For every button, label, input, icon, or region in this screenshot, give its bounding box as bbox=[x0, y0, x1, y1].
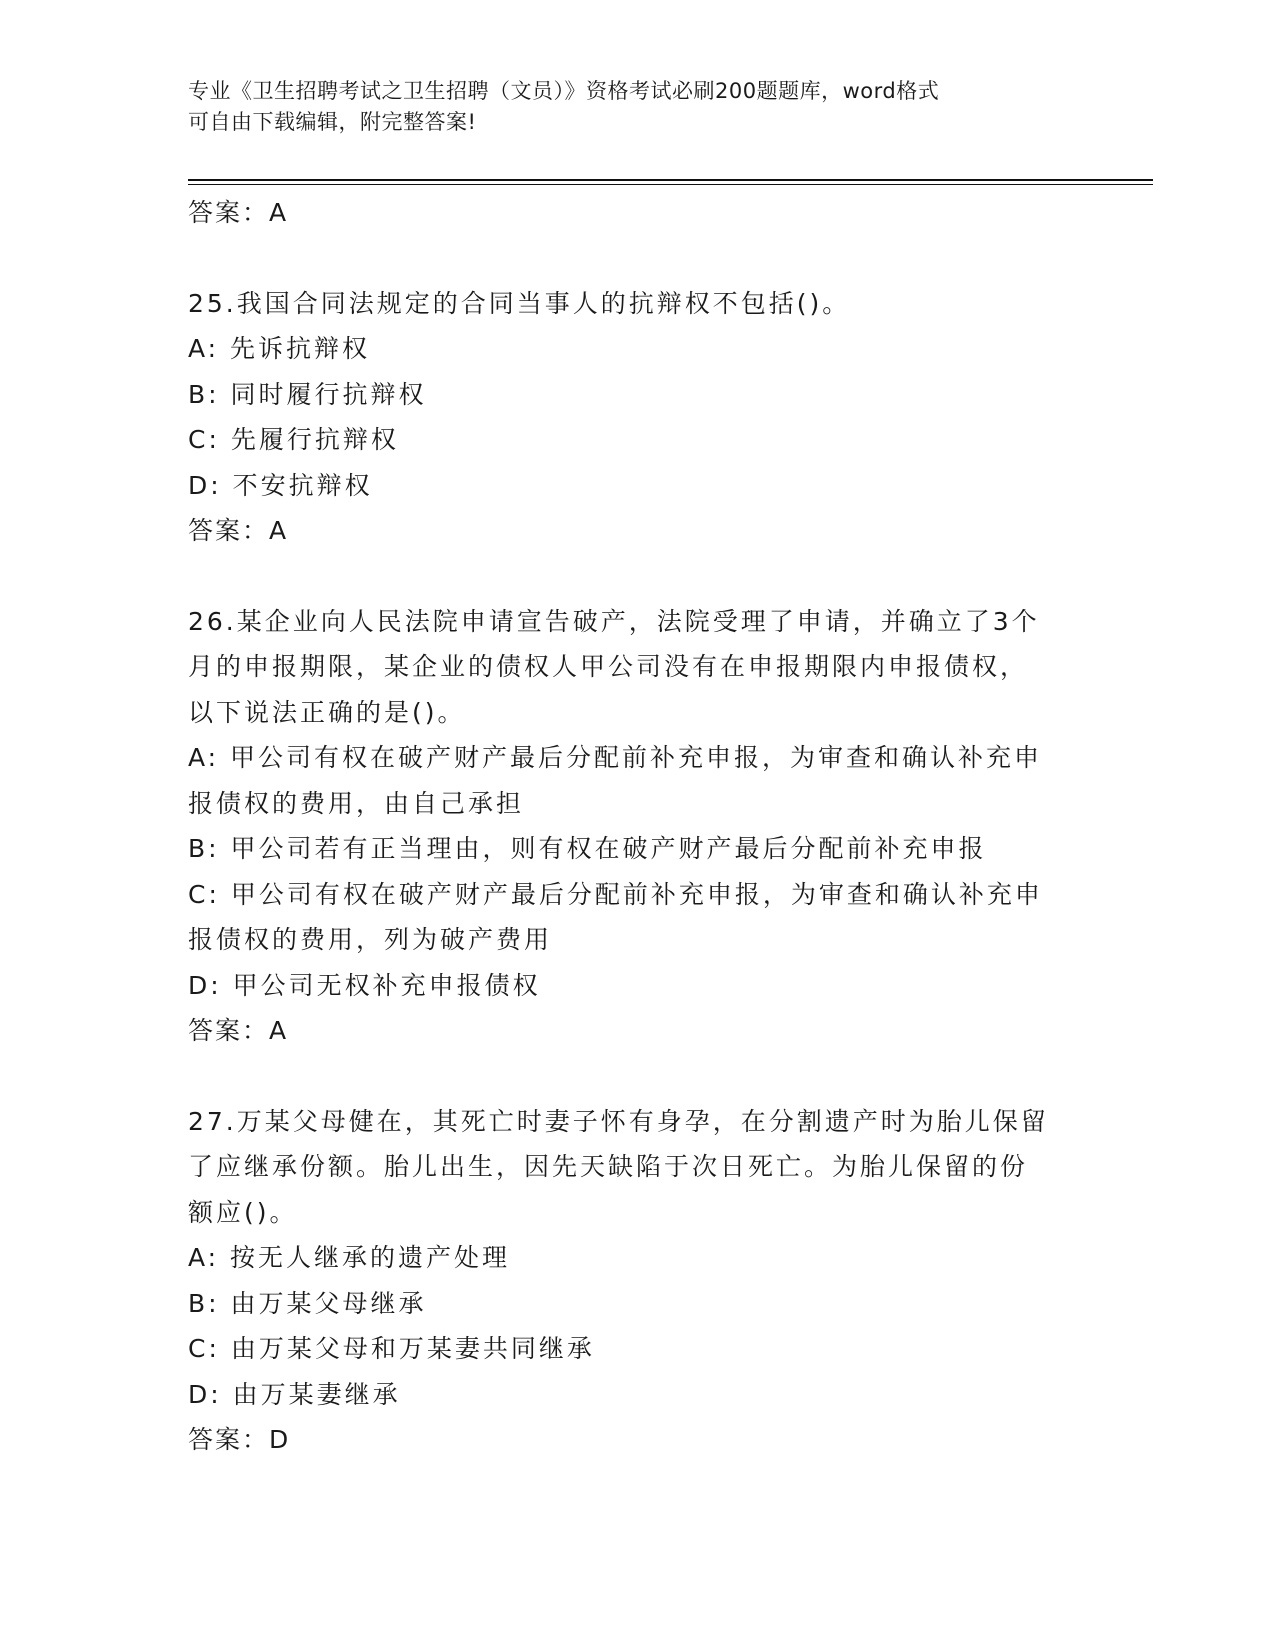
option-d: D: 由万某妻继承 bbox=[188, 1379, 401, 1409]
option-b: B: 同时履行抗辩权 bbox=[188, 379, 427, 409]
question-25 bbox=[188, 281, 1088, 554]
question-text: 25.我国合同法规定的合同当事人的抗辩权不包括()。 bbox=[188, 288, 851, 318]
question-list bbox=[188, 190, 1088, 1463]
spacer bbox=[188, 1054, 1088, 1099]
answer: 答案：A bbox=[188, 1016, 289, 1045]
question-text: 26.某企业向人民法院申请宣告破产，法院受理了申请，并确立了3个 bbox=[188, 606, 1040, 636]
header-line-1: 专业《卫生招聘考试之卫生招聘（文员）》资格考试必刷200题题库，word格式 bbox=[188, 79, 940, 103]
question-text: 了应继承份额。胎儿出生，因先天缺陷于次日死亡。为胎儿保留的份 bbox=[188, 1152, 1029, 1181]
option-a: A: 先诉抗辩权 bbox=[188, 334, 371, 363]
header-divider-thin bbox=[188, 184, 1153, 185]
spacer bbox=[188, 236, 1088, 281]
header-divider-thick bbox=[188, 179, 1153, 181]
option-a: A: 甲公司有权在破产财产最后分配前补充申报，为审查和确认补充申 bbox=[188, 743, 1043, 772]
option-d: D: 不安抗辩权 bbox=[188, 470, 373, 500]
option-c-cont: 报债权的费用，列为破产费用 bbox=[188, 925, 553, 954]
option-c: C: 由万某父母和万某妻共同继承 bbox=[188, 1334, 595, 1363]
option-a-cont: 报债权的费用，由自己承担 bbox=[188, 788, 525, 818]
option-d: D: 甲公司无权补充申报债权 bbox=[188, 970, 541, 1000]
question-text: 额应()。 bbox=[188, 1197, 298, 1227]
question-27 bbox=[188, 1099, 1088, 1463]
question-text: 以下说法正确的是()。 bbox=[188, 697, 466, 727]
question-text: 27.万某父母健在，其死亡时妻子怀有身孕，在分割遗产时为胎儿保留 bbox=[188, 1106, 1049, 1136]
option-c: C: 先履行抗辩权 bbox=[188, 425, 399, 454]
question-26 bbox=[188, 599, 1088, 1054]
option-a: A: 按无人继承的遗产处理 bbox=[188, 1243, 511, 1272]
answer: 答案：D bbox=[188, 1425, 291, 1454]
spacer bbox=[188, 554, 1088, 599]
previous-answer: 答案：A bbox=[188, 198, 289, 227]
answer: 答案：A bbox=[188, 516, 289, 545]
header-line-2: 可自由下载编辑，附完整答案! bbox=[188, 110, 477, 134]
option-b: B: 由万某父母继承 bbox=[188, 1288, 427, 1318]
document-header bbox=[188, 76, 1068, 138]
question-text: 月的申报期限，某企业的债权人甲公司没有在申报期限内申报债权， bbox=[188, 652, 1029, 681]
option-c: C: 甲公司有权在破产财产最后分配前补充申报，为审查和确认补充申 bbox=[188, 879, 1043, 909]
option-b: B: 甲公司若有正当理由，则有权在破产财产最后分配前补充申报 bbox=[188, 834, 987, 863]
